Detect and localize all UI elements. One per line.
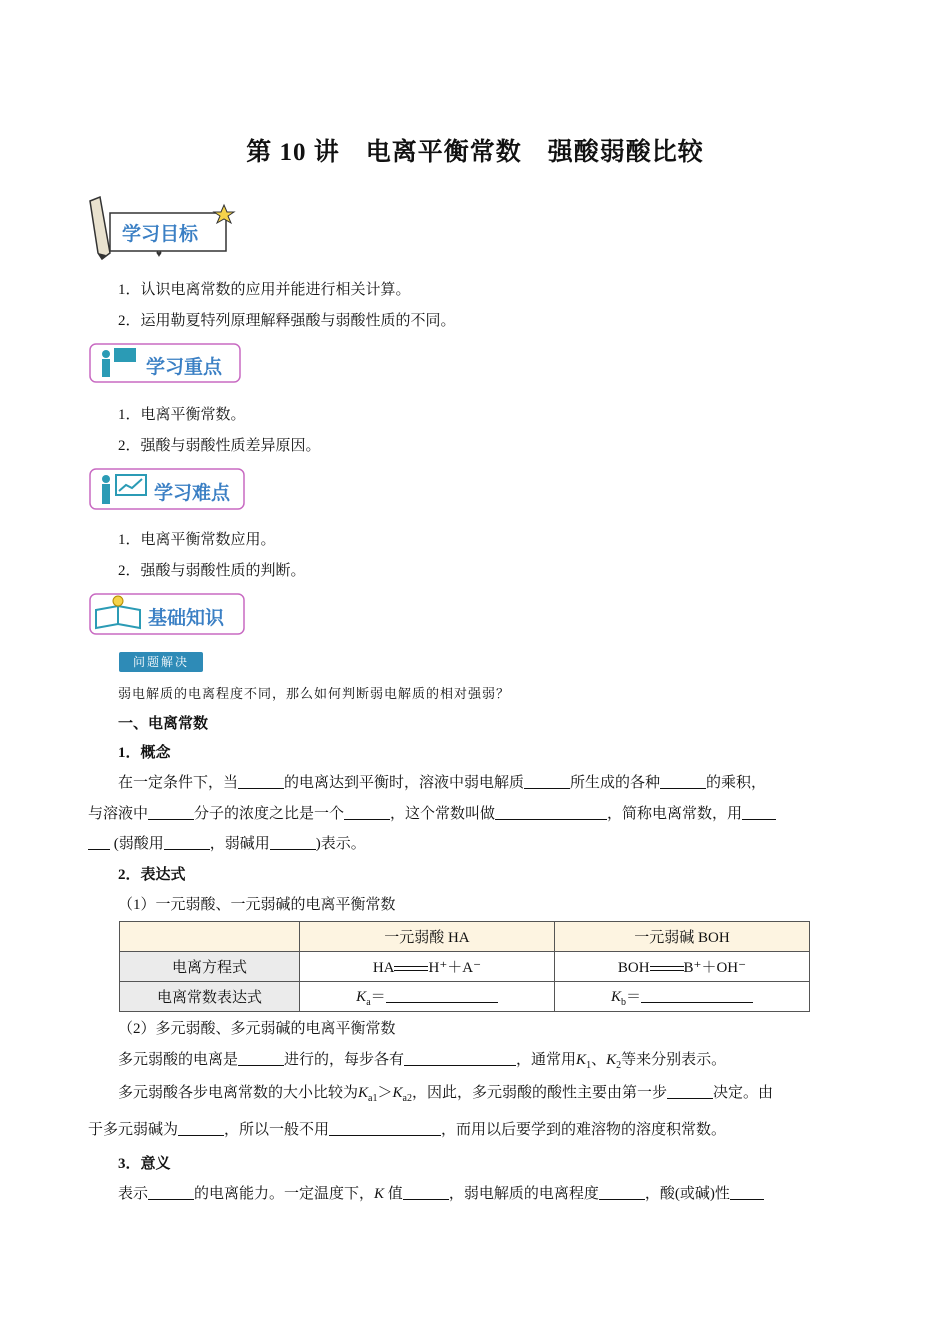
- fill-blank[interactable]: [660, 774, 706, 789]
- subsection-heading: 3．意义: [118, 1156, 171, 1172]
- key-point-item: 2．强酸与弱酸性质差异原因。: [118, 438, 321, 454]
- goals-label: 学习目标: [122, 223, 199, 245]
- fill-blank[interactable]: [404, 1051, 516, 1066]
- fill-blank[interactable]: [524, 774, 570, 789]
- acid-equation: HA H⁺＋A⁻: [299, 952, 554, 982]
- difficulties-badge: [88, 465, 248, 513]
- base-equation: BOH B⁺＋OH⁻: [554, 952, 809, 982]
- fill-blank[interactable]: [148, 1185, 194, 1200]
- fill-blank[interactable]: [599, 1185, 645, 1200]
- base-constant: $K_b=$: [554, 982, 809, 1012]
- basics-badge: [88, 590, 248, 638]
- concept-line-2: 与溶液中 分子的浓度之比是一个 ，这个常数叫做 ，简称电离常数，用: [88, 802, 868, 823]
- difficulty-item: 1．电离平衡常数应用。: [118, 532, 276, 548]
- svg-text:♥: ♥: [156, 249, 162, 260]
- fill-blank[interactable]: [495, 805, 607, 820]
- row-label: 电离方程式: [120, 952, 300, 982]
- goals-badge: [86, 195, 236, 260]
- goal-item: 2．运用勒夏特列原理解释强酸与弱酸性质的不同。: [118, 313, 456, 329]
- key-point-item: 1．电离平衡常数。: [118, 407, 246, 423]
- polyprotic-line-2: 多元弱酸各步电离常数的大小比较为$K_{a1}>K_{a2}$，因此，多元弱酸的酸性主要由第一步 决定。由: [118, 1085, 773, 1104]
- subsection-heading: 1．概念: [118, 745, 171, 761]
- polyprotic-line-1: 多元弱酸的电离是 进行的，每步各有 ，通常用$K_1$、$K_2$等来分别表示。: [118, 1052, 727, 1071]
- guiding-question: 弱电解质的电离程度不同，那么如何判断弱电解质的相对强弱？: [118, 687, 511, 702]
- subsection-heading: 2．表达式: [118, 867, 186, 883]
- fill-blank[interactable]: [730, 1185, 764, 1200]
- key-points-badge: [88, 340, 244, 386]
- difficulty-item: 2．强酸与弱酸性质的判断。: [118, 563, 306, 579]
- acid-constant: $K_a=$: [299, 982, 554, 1012]
- fill-blank[interactable]: [403, 1185, 449, 1200]
- concept-line-1: 在一定条件下，当 的电离达到平衡时，溶液中弱电解质 所生成的各种 的乘积，: [118, 775, 767, 791]
- fill-blank[interactable]: [238, 774, 284, 789]
- row-label: 电离常数表达式: [120, 982, 300, 1012]
- fill-blank[interactable]: [667, 1084, 713, 1099]
- table-header-cell: [120, 922, 300, 952]
- fill-blank[interactable]: [386, 988, 498, 1003]
- equilibrium-arrow-icon: [394, 964, 428, 974]
- basics-label: 基础知识: [148, 607, 225, 629]
- fill-blank[interactable]: [329, 1121, 441, 1136]
- section-heading: 一、电离常数: [118, 716, 209, 732]
- page-title: 第 10 讲 电离平衡常数 强酸弱酸比较: [246, 139, 704, 166]
- fill-blank[interactable]: [164, 835, 210, 850]
- fill-blank[interactable]: [270, 835, 316, 850]
- table-header-cell: 一元弱碱 BOH: [554, 922, 809, 952]
- fill-blank[interactable]: [742, 805, 776, 820]
- fill-blank[interactable]: [148, 805, 194, 820]
- fill-blank[interactable]: [238, 1051, 284, 1066]
- goal-item: 1．认识电离常数的应用并能进行相关计算。: [118, 282, 411, 298]
- difficulties-label: 学习难点: [154, 482, 231, 504]
- key-points-label: 学习重点: [146, 356, 223, 378]
- fill-blank[interactable]: [344, 805, 390, 820]
- subheading-2: （2）多元弱酸、多元弱碱的电离平衡常数: [118, 1021, 396, 1037]
- polyprotic-line-3: 于多元弱碱为 ，所以一般不用 ，而用以后要学到的难溶物的溶度积常数。: [88, 1122, 727, 1138]
- fill-blank[interactable]: [88, 835, 110, 850]
- equilibrium-arrow-icon: [650, 964, 684, 974]
- meaning-line: 表示 的电离能力。一定温度下，K 值 ，弱电解质的电离程度 ，酸(或碱)性: [118, 1182, 764, 1203]
- ionization-table: [119, 921, 810, 1012]
- fill-blank[interactable]: [641, 988, 753, 1003]
- problem-solving-badge: 问题解决: [119, 652, 203, 672]
- table-header-cell: 一元弱酸 HA: [299, 922, 554, 952]
- fill-blank[interactable]: [178, 1121, 224, 1136]
- subheading-1: （1）一元弱酸、一元弱碱的电离平衡常数: [118, 897, 396, 913]
- concept-line-3: (弱酸用 ，弱碱用 )表示。: [88, 832, 868, 853]
